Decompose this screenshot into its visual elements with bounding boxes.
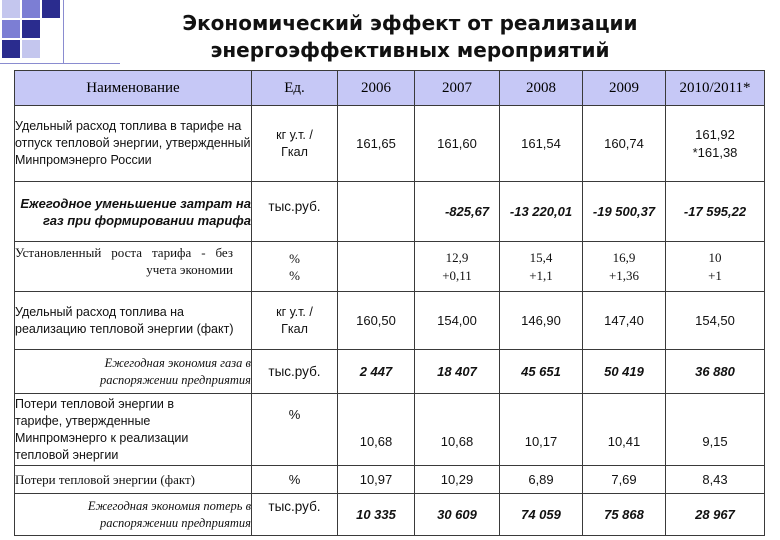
cell-2010: 36 880: [666, 350, 765, 394]
cell-2007: 30 609: [415, 494, 500, 536]
table-row: [15, 394, 765, 466]
cell-2010: 9,15: [666, 394, 765, 466]
cell-2008: 6,89: [500, 466, 583, 494]
cell-2006: 2 447: [338, 350, 415, 394]
row-unit: %: [252, 394, 338, 466]
table-row: [15, 182, 765, 242]
table-row: [15, 242, 765, 292]
row-unit: кг у.т. /Гкал: [252, 292, 338, 350]
cell-2007: 161,60: [415, 106, 500, 182]
header-year-2010-2011: 2010/2011*: [666, 71, 765, 106]
page-title: [140, 10, 680, 64]
cell-2010: 28 967: [666, 494, 765, 536]
cell-2008: 74 059: [500, 494, 583, 536]
decor-vertical-line: [63, 0, 64, 64]
decor-horizontal-line: [0, 63, 120, 64]
cell-2009: -19 500,37: [583, 182, 666, 242]
cell-2009: 147,40: [583, 292, 666, 350]
cell-2008: 161,54: [500, 106, 583, 182]
decor-square-3: [42, 0, 60, 18]
cell-2007: -825,67: [415, 182, 500, 242]
row-name: Установленный роста тарифа - без учета экономии: [15, 242, 252, 292]
cell-2009: 75 868: [583, 494, 666, 536]
decor-square-1: [2, 0, 20, 18]
row-unit: %: [252, 466, 338, 494]
cell-2010: 154,50: [666, 292, 765, 350]
decor-square-6: [2, 40, 20, 58]
cell-2009: 10,41: [583, 394, 666, 466]
cell-2008: 10,17: [500, 394, 583, 466]
row-unit: тыс.руб.: [252, 350, 338, 394]
header-year-2008: 2008: [500, 71, 583, 106]
decor-square-7: [22, 40, 40, 58]
cell-2007: 10,29: [415, 466, 500, 494]
table-row: [15, 106, 765, 182]
cell-2006: [338, 182, 415, 242]
row-unit: тыс.руб.: [252, 182, 338, 242]
decor-square-5: [22, 20, 40, 38]
row-name: Удельный расход топлива в тарифе на отпуск тепловой энергии, утвержденный Минпромэнерго России: [15, 106, 252, 182]
table-row: [15, 466, 765, 494]
decor-square-4: [2, 20, 20, 38]
row-name: Потери тепловой энергии (факт): [15, 466, 252, 494]
row-unit: тыс.руб.: [252, 494, 338, 536]
cell-2007: 18 407: [415, 350, 500, 394]
header-year-2006: 2006: [338, 71, 415, 106]
economic-effect-table: [14, 70, 765, 536]
header-year-2009: 2009: [583, 71, 666, 106]
header-name: Наименование: [15, 71, 252, 106]
cell-2010: 161,92 *161,38: [666, 106, 765, 182]
cell-2008: 45 651: [500, 350, 583, 394]
row-name: Ежегодная экономия потерь в распоряжении предприятия: [15, 494, 252, 536]
cell-2008: -13 220,01: [500, 182, 583, 242]
row-unit: % %: [252, 242, 338, 292]
cell-2007: 12,9 +0,11: [415, 242, 500, 292]
row-unit: кг у.т. /Гкал: [252, 106, 338, 182]
page-title-line-2: энергоэффективных мероприятий: [210, 38, 610, 62]
cell-2008: 15,4 +1,1: [500, 242, 583, 292]
row-name: Потери тепловой энергии в тарифе, утвержденные Минпромэнерго к реализации тепловой энергии: [15, 394, 252, 466]
cell-2009: 50 419: [583, 350, 666, 394]
table-row: [15, 292, 765, 350]
cell-2006: [338, 242, 415, 292]
cell-2006: 10 335: [338, 494, 415, 536]
table-row: [15, 350, 765, 394]
cell-2006: 10,97: [338, 466, 415, 494]
cell-2007: 10,68: [415, 394, 500, 466]
header-unit: Ед.: [252, 71, 338, 106]
cell-2007: 154,00: [415, 292, 500, 350]
page-title-line-1: Экономический эффект от реализации: [182, 11, 638, 35]
cell-2009: 16,9 +1,36: [583, 242, 666, 292]
row-name: Ежегодное уменьшение затрат на газ при формировании тарифа: [15, 182, 252, 242]
row-name: Удельный расход топлива на реализацию тепловой энергии (факт): [15, 292, 252, 350]
cell-2010: -17 595,22: [666, 182, 765, 242]
cell-2006: 10,68: [338, 394, 415, 466]
cell-2006: 160,50: [338, 292, 415, 350]
cell-2010: 10 +1: [666, 242, 765, 292]
cell-2009: 7,69: [583, 466, 666, 494]
decor-square-2: [22, 0, 40, 18]
cell-2006: 161,65: [338, 106, 415, 182]
header-year-2007: 2007: [415, 71, 500, 106]
cell-2008: 146,90: [500, 292, 583, 350]
table-header-row: [15, 71, 765, 106]
table-row: [15, 494, 765, 536]
cell-2010: 8,43: [666, 466, 765, 494]
row-name: Ежегодная экономия газа в распоряжении предприятия: [15, 350, 252, 394]
cell-2009: 160,74: [583, 106, 666, 182]
